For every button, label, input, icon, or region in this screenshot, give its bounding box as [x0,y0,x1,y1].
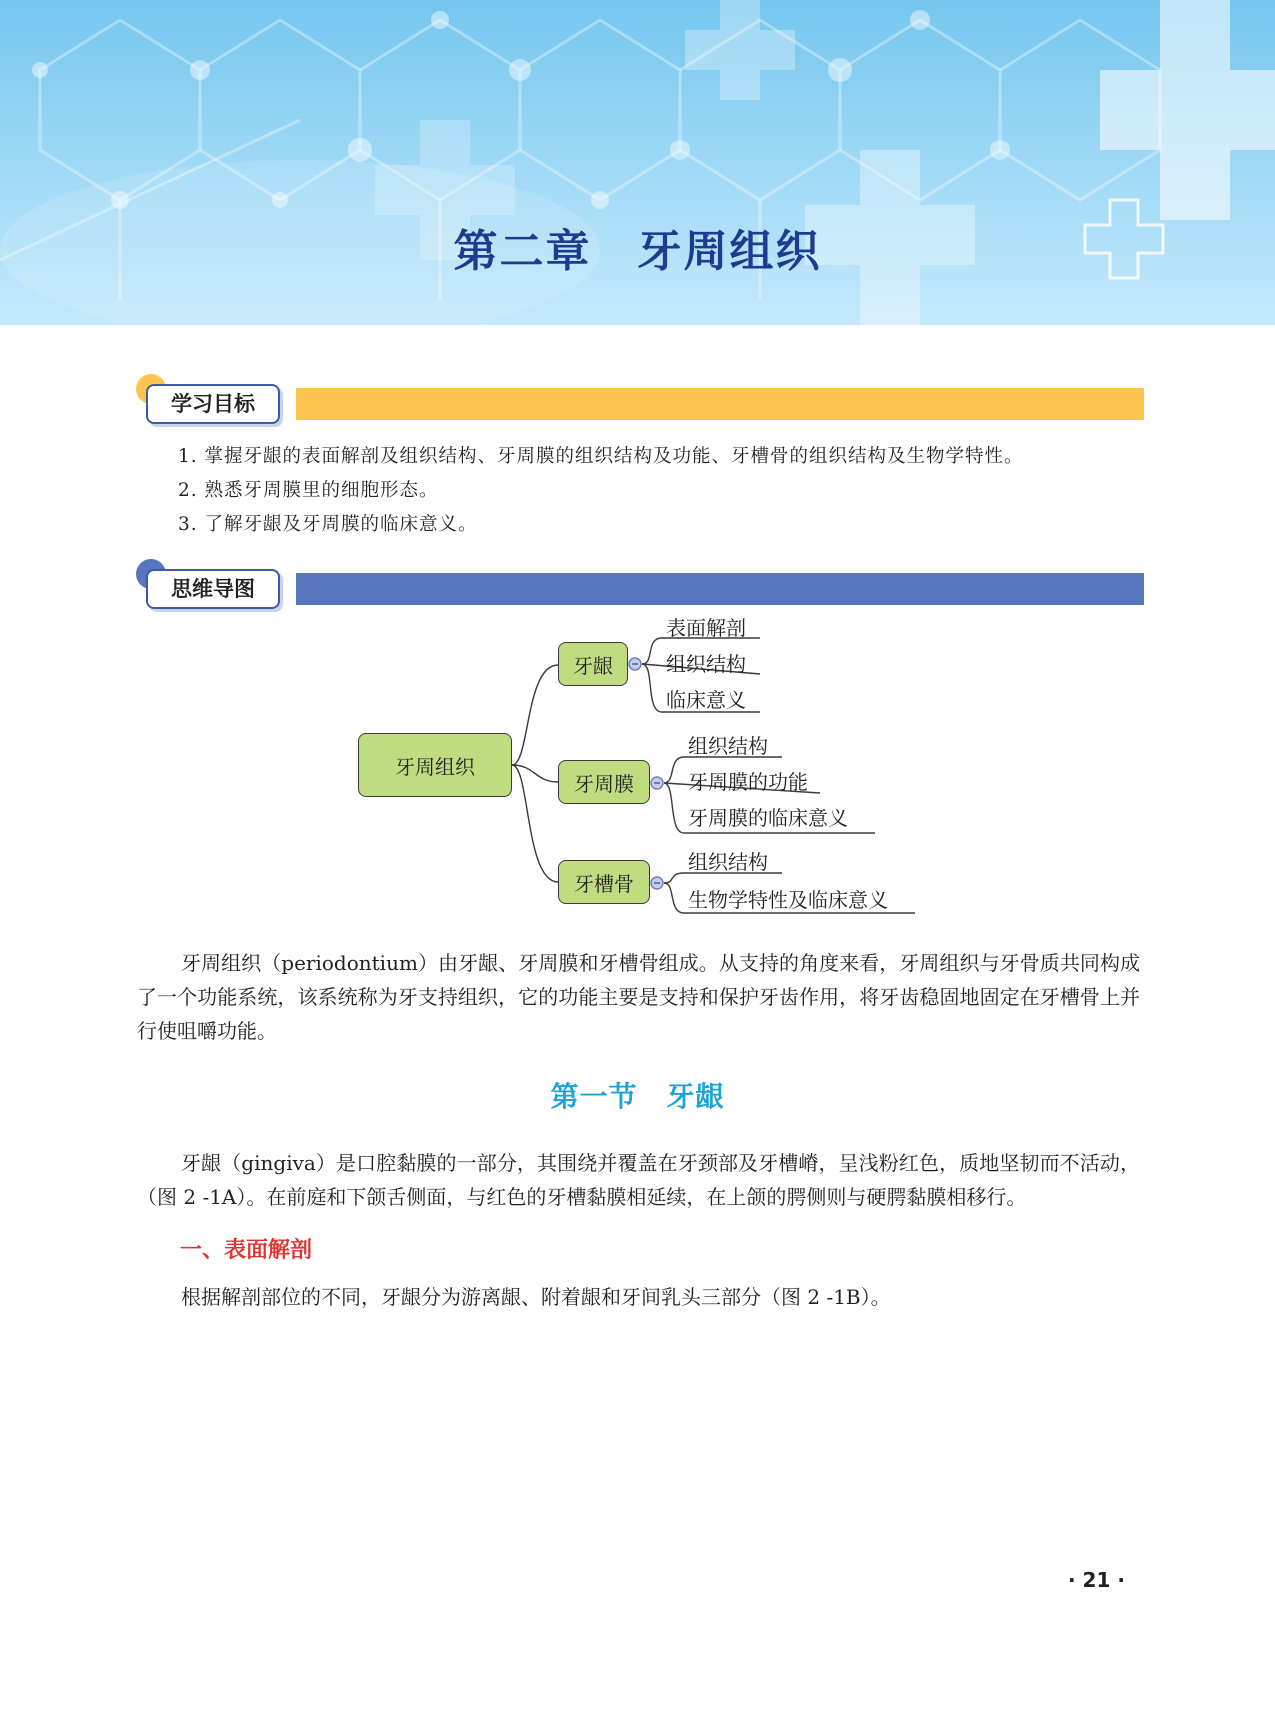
page-number: · 21 · [1068,1568,1125,1592]
list-item: 1. 掌握牙龈的表面解剖及组织结构、牙周膜的组织结构及功能、牙槽骨的组织结构及生物学特性。 [178,446,1024,467]
objectives-header [136,378,1144,426]
mindmap-branch-gingiva: 牙龈 [558,642,628,686]
mindmap-leaf: 生物学特性及临床意义 [688,888,888,912]
mindmap-leaf: 组织结构 [688,850,768,874]
objectives-list [178,440,1024,542]
chapter-title: 第二章 牙周组织 [453,226,822,277]
mindmap-root-node: 牙周组织 [358,733,512,797]
mindmap-branch-alveolar-bone: 牙槽骨 [558,860,650,904]
list-item: 2. 熟悉牙周膜里的细胞形态。 [178,480,439,501]
objectives-header-bar [296,388,1144,420]
section-title: 第一节 牙龈 [550,1080,725,1113]
mindmap-header-bar [296,573,1144,605]
mindmap-leaf: 牙周膜的临床意义 [688,806,848,830]
section-paragraph: 牙龈（gingiva）是口腔黏膜的一部分，其围绕并覆盖在牙颈部及牙槽嵴，呈浅粉红色，质地坚韧而不活动，（图 2 -1A）。在前庭和下颌舌侧面，与红色的牙槽黏膜相延续，在上颌的腭侧则与硬腭黏膜相移行。 [137,1151,1140,1209]
mindmap-header [136,563,1144,611]
mindmap-branch-periodontal-ligament: 牙周膜 [558,760,650,804]
mindmap-leaf: 组织结构 [688,734,768,758]
mindmap-leaf: 牙周膜的功能 [688,770,808,794]
subsection-paragraph: 根据解剖部位的不同，牙龈分为游离龈、附着龈和牙间乳头三部分（图 2 -1B）。 [181,1285,891,1309]
mindmap-leaf: 表面解剖 [666,616,746,640]
mindmap-leaf: 临床意义 [666,688,746,712]
mindmap-leaf: 组织结构 [666,652,746,676]
chapter-banner [0,0,1275,325]
subsection-title: 一、表面解剖 [180,1238,313,1263]
objectives-label: 学习目标 [146,384,280,424]
intro-paragraph: 牙周组织（periodontium）由牙龈、牙周膜和牙槽骨组成。从支持的角度来看，牙周组织与牙骨质共同构成了一个功能系统，该系统称为牙支持组织，它的功能主要是支持和保护牙齿作用，将牙齿稳固地固定在牙槽骨上并行使咀嚼功能。 [137,951,1140,1043]
list-item: 3. 了解牙龈及牙周膜的临床意义。 [178,514,478,535]
mindmap-label: 思维导图 [146,569,280,609]
